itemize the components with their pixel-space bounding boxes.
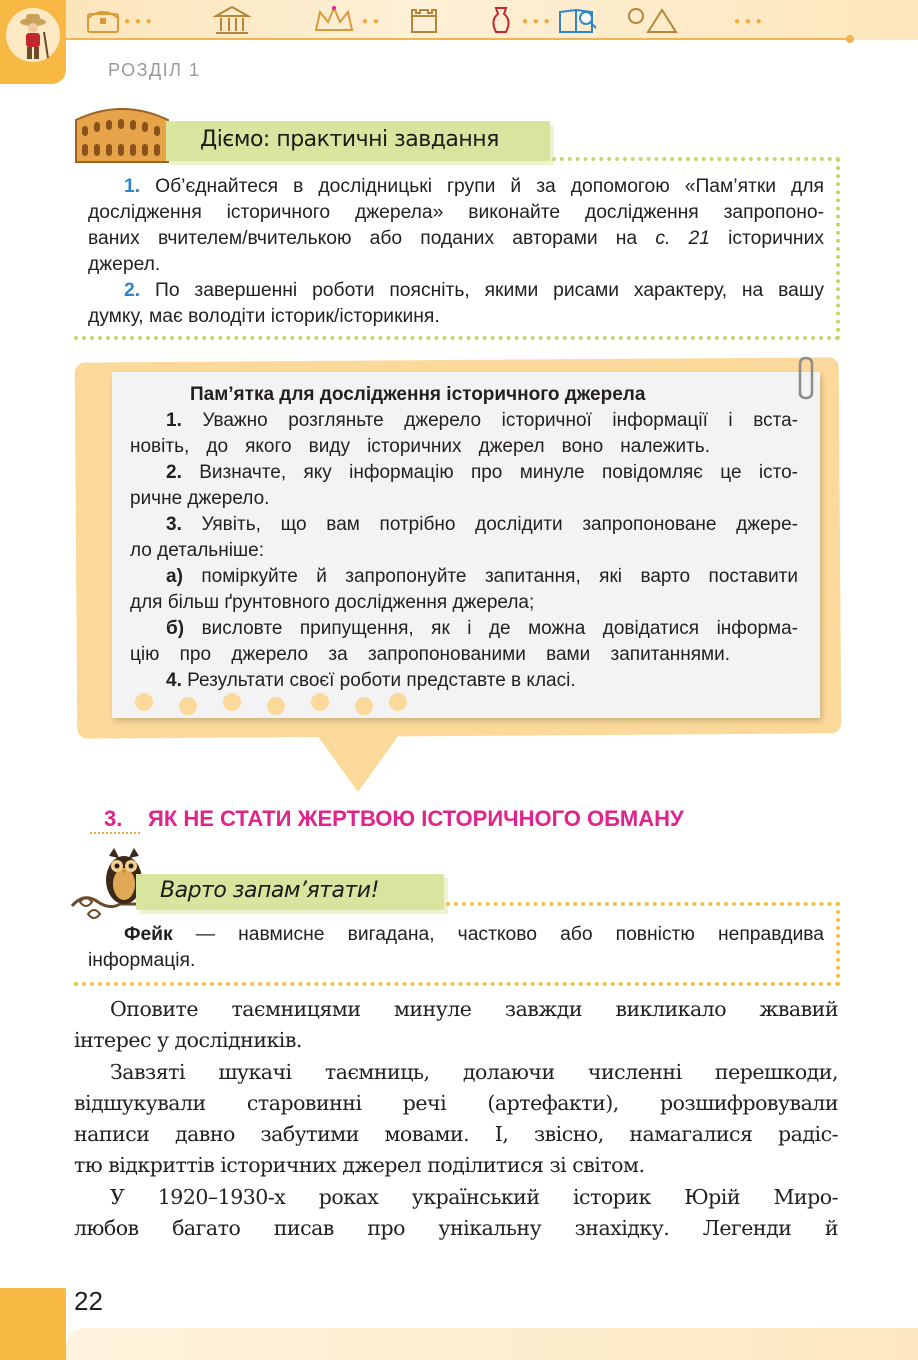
footer-side-strip	[0, 1288, 66, 1360]
memo-item-3a-line-1: а) поміркуйте й запропонуйте запитання, які варто поставити	[166, 566, 798, 587]
decor-dots: ● ●	[362, 16, 380, 27]
section-title: ЯК НЕ СТАТИ ЖЕРТВОЮ ІСТОРИЧНОГО ОБМАНУ	[148, 806, 684, 831]
memo-item-2-line-2: ричне джерело.	[130, 488, 270, 509]
vase-icon	[486, 4, 516, 36]
temple-icon	[212, 4, 252, 36]
body-p1-line-2: інтерес у дослідників.	[74, 1028, 302, 1052]
term: Фейк	[124, 924, 173, 945]
memo-item-4: 4. Результати своєї роботи представте в класі.	[166, 670, 576, 691]
item-number: 2.	[124, 280, 141, 301]
header-rule	[66, 38, 852, 40]
body-p3-line-1: У 1920–1930-х роках український історик Юрій Миро-	[110, 1185, 838, 1209]
remember-line-2: інформація.	[88, 950, 196, 971]
castle-icon	[406, 4, 442, 36]
memo-title: Пам’ятка для дослідження історичного джерела	[190, 384, 646, 405]
practice-item-1-line-1: 1. Об’єднайтеся в дослідницькі групи й за допомогою «Пам’ятки для	[124, 176, 825, 197]
memo-item-3b-line-1: б) висловте припущення, як і де можна довідатися інформа-	[166, 618, 798, 639]
explorer-icon	[6, 8, 60, 62]
memo-item-3a-line-2: для більш ґрунтовного дослідження джерела;	[130, 592, 535, 613]
practice-item-1-line-3: ваних вчителем/вчителькою або поданих авторами на с. 21 історичних	[88, 228, 824, 249]
body-p3-line-2: любов багато писав про унікальну знахідку. Легенди й	[74, 1216, 838, 1240]
memo-item-number: 1.	[166, 410, 182, 431]
crown-icon	[312, 4, 356, 36]
body-p2-line-3: написи давно забутими мовами. І, звісно, намагалися радіс-	[74, 1122, 838, 1146]
remember-line-1: Фейк — навмисне вигадана, частково або повністю неправдива	[124, 924, 825, 945]
memo-item-1-line-1: 1. Уважно розгляньте джерело історичної інформації і вста-	[166, 410, 798, 431]
memo-item-2-line-1: 2. Визначте, яку інформацію про минуле повідомляє це істо-	[166, 462, 798, 483]
memo-item-letter: б)	[166, 618, 185, 639]
practice-item-2-line-2: думку, має володіти історик/історикиня.	[88, 306, 440, 327]
page-ref: с. 21	[655, 228, 710, 249]
item-number: 1.	[124, 176, 141, 197]
practice-item-1-line-2: дослідження історичного джерела» виконайте дослідження запропоно-	[88, 202, 824, 223]
page-number: 22	[74, 1286, 103, 1316]
header-rule-dot	[846, 35, 854, 43]
memo-item-letter: а)	[166, 566, 183, 587]
decor-dots: ● ● ●	[522, 16, 551, 27]
memo-item-number: 2.	[166, 462, 182, 483]
memo-item-number: 3.	[166, 514, 182, 535]
pyramid-icon	[626, 4, 680, 36]
section-number: 3.	[104, 806, 123, 831]
body-p2-line-2: відшукували старовинні речі (артефакти), розшифровували	[74, 1091, 838, 1115]
memo-tail	[312, 728, 404, 792]
decor-dots: ● ● ●	[124, 16, 153, 27]
book-magnifier-icon	[556, 4, 600, 36]
chest-icon	[84, 4, 124, 36]
colosseum-icon	[72, 102, 172, 166]
practice-item-1-line-4: джерел.	[88, 254, 161, 275]
practice-item-2-line-1: 2. По завершенні роботи поясніть, якими рисами характеру, на вашу	[124, 280, 825, 301]
memo-item-3b-line-2: цію про джерело за запропонованими вами запитаннями.	[130, 644, 730, 665]
memo-item-3-line-2: ло детальніше:	[130, 540, 265, 561]
remember-title: Варто запам’ятати!	[160, 878, 379, 903]
memo-item-number: 4.	[166, 670, 182, 691]
practice-title: Дiємо: практичні завдання	[200, 127, 499, 152]
decor-dots: ● ● ●	[734, 16, 763, 27]
body-p2-line-1: Завзяті шукачі таємниць, долаючи численні перешкоди,	[110, 1060, 838, 1084]
body-p2-line-4: тю відкриттів історичних джерел поділитися зі світом.	[74, 1153, 645, 1177]
corner-tab	[0, 0, 66, 84]
paperclip-icon	[790, 356, 820, 402]
body-p1-line-1: Оповите таємницями минуле завжди викликало жвавий	[110, 997, 838, 1021]
footer-bar	[66, 1328, 918, 1360]
section-label: РОЗДІЛ 1	[108, 60, 201, 80]
memo-item-1-line-2: новіть, до якого виду історичних джерел воно належить.	[130, 436, 710, 457]
practice-heading	[166, 121, 550, 161]
memo-item-3-line-1: 3. Уявіть, що вам потрібно дослідити запропоноване джере-	[166, 514, 799, 535]
section-number-underline	[90, 832, 140, 834]
